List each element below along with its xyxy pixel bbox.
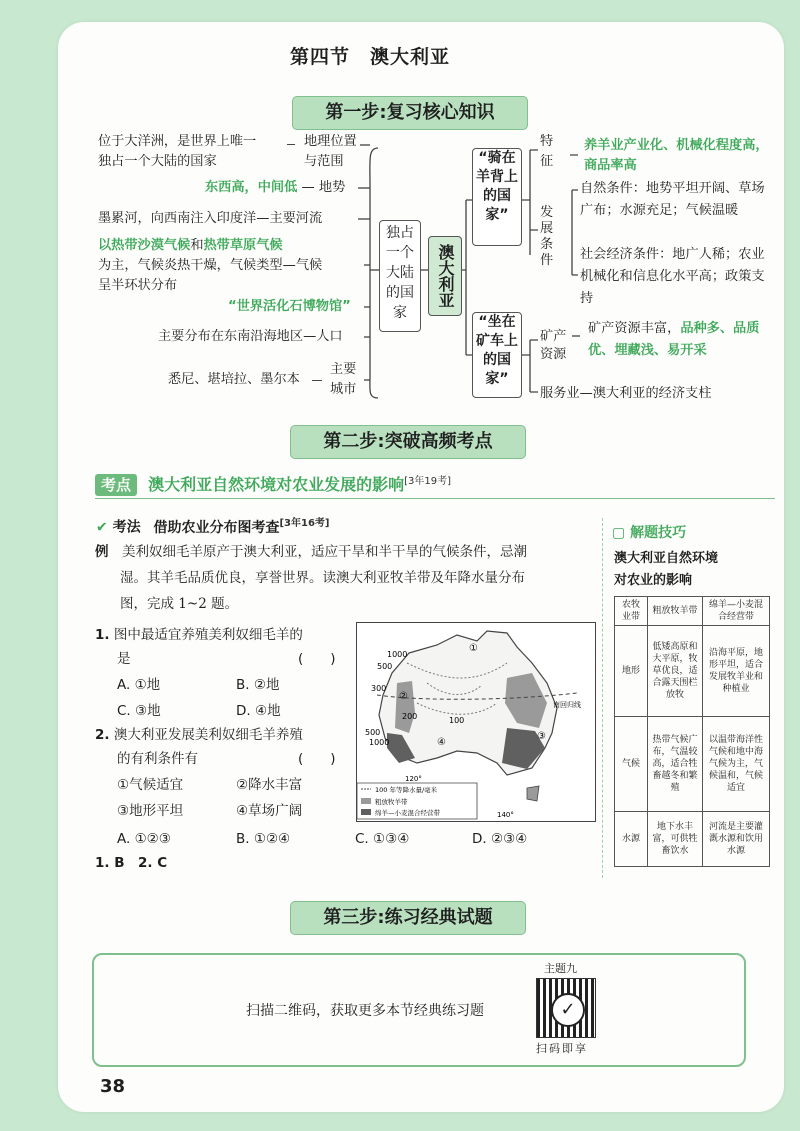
contour-label-6: 500 (365, 728, 381, 737)
tips-row (615, 717, 770, 812)
qr-code-icon[interactable] (536, 978, 596, 1038)
kaodian-count: [3年19考] (404, 476, 452, 487)
left-hub-box: 独占一个大陆的国家 (379, 220, 421, 332)
tips-header-cell: 粗放牧羊带 (648, 597, 703, 626)
river-row: 墨累河，向西南注入印度洋—主要河流 (98, 211, 323, 226)
tips-cell: 河流是主要灌溉水源和饮用水源 (703, 812, 770, 867)
q2-item-3: ③地形平坦 (117, 803, 184, 819)
river-text: 墨累河，向西南注入印度洋 (98, 211, 257, 226)
q1-option-d: D. ④地 (236, 703, 281, 719)
mineral-text-plain: 矿产资源丰富， (588, 321, 681, 336)
q2-paren: ( ) (298, 751, 336, 767)
tips-header-cell: 农牧业带 (615, 597, 648, 626)
climate-text: 为主，气候炎热干燥，气候类型 (98, 258, 283, 273)
mineral-label: 矿产资源 (540, 329, 567, 362)
tropic-label: 南回归线 (553, 701, 581, 709)
q1-stem-1 (95, 622, 303, 648)
map-figure (357, 623, 595, 821)
contour-label-7: 1000 (369, 738, 390, 747)
location-text-1: 位于大洋洲，是世界上唯一 (98, 134, 257, 149)
q1-paren: ( ) (298, 651, 336, 667)
right-bottom-hub: “坐在矿车上的国家” (472, 312, 522, 398)
tips-cell: 低矮高原和大平原，牧草优良，适合露天围栏放牧 (648, 626, 703, 717)
dash (312, 380, 322, 381)
example-line-3: 图，完成 1~2 题。 (120, 596, 239, 612)
population-label: 人口 (316, 329, 343, 344)
kaofa-count: [3年16考] (279, 518, 330, 529)
q2-stem-2: 的有利条件有 (117, 751, 198, 767)
q2-option-c: C. ①③④ (355, 831, 410, 847)
tips-cell: 沿海平原，地形平坦，适合发展牧羊业和种植业 (703, 626, 770, 717)
qr-text: 扫描二维码，获取更多本节经典练习题 (246, 1003, 484, 1019)
answers (95, 850, 167, 876)
q1-stem-text: 图中最适宜养殖美利奴细毛羊的 (113, 627, 303, 643)
q2-item-1: ①气候适宜 (117, 777, 184, 793)
answer-1: 1. B (95, 855, 125, 871)
feature-label: 特征 (540, 134, 554, 169)
river-label: 主要河流 (269, 211, 323, 226)
terrain-row: 东西高，中间低 — 地势 (205, 180, 346, 195)
contour-label-3: 300 (371, 684, 387, 693)
australia-map (356, 622, 596, 822)
section-title: 第四节 澳大利亚 (289, 46, 450, 68)
q1-stem-2: 是 (117, 651, 131, 667)
feature-text: 养羊业产业化、机械化程度高，商品率高 (584, 138, 769, 173)
mineral-text (588, 318, 774, 362)
tips-cell: 热带气候广布，气温较高，适合牲畜越冬和繁殖 (648, 717, 703, 812)
climate-savanna: 热带草原气候 (203, 238, 283, 253)
tips-table (614, 596, 770, 867)
kaofa-row (96, 514, 330, 537)
marker-4: ④ (437, 737, 446, 748)
contour-label-2: 500 (377, 662, 393, 671)
tips-cell: 地下水丰富，可供牲畜饮水 (648, 812, 703, 867)
q1-option-c: C. ③地 (117, 703, 161, 719)
location-label: 地理位置与范围 (304, 134, 357, 169)
q1-option-b: B. ②地 (236, 677, 280, 693)
q2-option-a: A. ①②③ (117, 831, 171, 847)
center-box: 澳大利亚 (428, 236, 462, 316)
social-condition: 社会经济条件：地广人稀；农业机械化和信息化水平高；政策支持 (580, 247, 765, 306)
step1-banner: 第一步:复习核心知识 (292, 96, 528, 130)
example-text-1: 美利奴细毛羊原产于澳大利亚，适应干旱和半干旱的气候条件，忌潮 (122, 544, 527, 560)
page-number: 38 (100, 1076, 126, 1097)
climate-line-2: 为主，气候炎热干燥，气候类型—气候 (98, 258, 323, 273)
marker-2: ② (399, 691, 408, 702)
step2-banner: 第二步:突破高频考点 (290, 425, 526, 459)
tips-row-label: 地形 (615, 626, 648, 717)
kaodian-row (95, 472, 775, 499)
q1-option-a: A. ①地 (117, 677, 161, 693)
condition-label: 发展条件 (540, 205, 554, 268)
example-line-2: 湿。其羊毛品质优良，享誉世界。读澳大利亚牧羊带及年降水量分布 (120, 570, 525, 586)
tips-header-cell: 绵羊—小麦混合经营带 (703, 597, 770, 626)
tips-table-wrap (614, 596, 770, 867)
example-line-1 (95, 539, 527, 565)
natural-condition: 自然条件：地势平坦开阔、草场广布；水源充足；气候温暖 (580, 181, 765, 218)
tips-subtitle-1: 澳大利亚自然环境 (614, 551, 719, 566)
tips-row (615, 812, 770, 867)
q2-stem-text: 澳大利亚发展美利奴细毛羊养殖 (113, 727, 303, 743)
climate-line-1 (98, 236, 283, 256)
book-icon: ▢ (612, 525, 626, 541)
kaofa-title: 借助农业分布图考查 (153, 519, 280, 536)
kaodian-label: 考点 (95, 474, 137, 496)
q2-stem-1 (95, 722, 303, 748)
service-label: 服务业 (540, 386, 580, 401)
legend-grazing: 粗放牧羊带 (375, 798, 408, 806)
tips-title-text: 解题技巧 (630, 525, 687, 541)
contour-label-4: 200 (402, 712, 418, 721)
city-text: 悉尼、堪培拉、墨尔本 (168, 372, 300, 387)
answer-2: 2. C (138, 855, 168, 871)
tips-cell: 以温带海洋性气候和地中海气候为主，气候温和，气候适宜 (703, 717, 770, 812)
q2-option-d: D. ②③④ (472, 831, 528, 847)
marker-1: ① (469, 643, 478, 654)
qr-topic: 主题九 (544, 962, 577, 975)
q1-number: 1. (95, 627, 110, 643)
dash (287, 144, 295, 145)
check-icon: ✔ (96, 519, 108, 536)
tips-row-label: 水源 (615, 812, 648, 867)
right-top-hub: “骑在羊背上的国家” (472, 148, 522, 246)
mineral-text-green: 品种多、品质优、埋藏浅、易开采 (588, 321, 760, 358)
city-label: 主要城市 (330, 362, 357, 397)
tips-title (612, 522, 686, 542)
tips-row (615, 626, 770, 717)
service-text: 澳大利亚的经济支柱 (592, 386, 712, 401)
location-text-2: 独占一个大陆的国家 (98, 154, 217, 169)
terrain-label: 地势 (318, 180, 346, 195)
kaofa-label: 考法 (112, 519, 141, 536)
museum-text: “世界活化石博物馆” (228, 299, 351, 314)
checkmark-icon: ✓ (551, 993, 585, 1027)
population-row: 主要分布在东南沿海地区—人口 (158, 329, 343, 344)
tips-subtitle (614, 548, 718, 592)
example-label: 例 (95, 544, 109, 560)
terrain-text: 东西高，中间低 (205, 180, 298, 195)
q2-option-b: B. ①②④ (236, 831, 291, 847)
legend-mixed-swatch (361, 809, 371, 815)
climate-and: 和 (190, 238, 204, 253)
legend-isohyet: 100 年等降水量/毫米 (375, 786, 438, 794)
contour-label-1: 1000 (387, 650, 408, 659)
q2-number: 2. (95, 727, 110, 743)
lon-120: 120° (405, 775, 422, 783)
climate-line-3: 呈半环状分布 (98, 278, 178, 293)
climate-desert: 以热带沙漠气候 (98, 238, 191, 253)
service-row: 服务业—澳大利亚的经济支柱 (540, 386, 712, 401)
kaodian-title: 澳大利亚自然环境对农业发展的影响 (148, 475, 405, 495)
tasmania (527, 786, 539, 801)
tips-subtitle-2: 对农业的影响 (614, 573, 693, 588)
population-text: 主要分布在东南沿海地区 (158, 329, 304, 344)
tips-row-label: 气候 (615, 717, 648, 812)
step3-banner: 第三步:练习经典试题 (290, 901, 526, 935)
q2-item-2: ②降水丰富 (236, 777, 303, 793)
legend-grazing-swatch (361, 798, 371, 804)
tips-header-row (615, 597, 770, 626)
qr-caption: 扫码即享 (536, 1042, 588, 1055)
q2-item-4: ④草场广阔 (236, 803, 303, 819)
marker-3: ③ (537, 731, 546, 742)
climate-label: 气候 (295, 258, 323, 273)
lon-140: 140° (497, 811, 514, 819)
contour-label-5: 100 (449, 716, 465, 725)
legend-mixed: 绵羊—小麦混合经营带 (375, 809, 440, 817)
